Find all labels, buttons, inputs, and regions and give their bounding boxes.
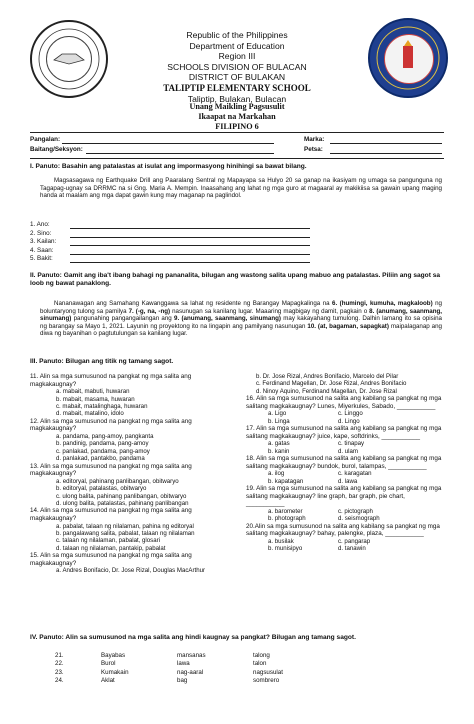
table-row xyxy=(52,652,326,660)
choice-10[interactable]: 10. (at, bagaman, sapagkat) xyxy=(307,322,389,330)
option[interactable]: d. lawa xyxy=(338,477,358,485)
option[interactable]: a. pandama, pang-amoy, pangkanta xyxy=(56,433,154,440)
option[interactable]: d. tanawin xyxy=(338,545,366,553)
item-5: 5. Bakit: xyxy=(30,255,444,264)
word-group-table xyxy=(52,652,326,686)
option-grid xyxy=(246,538,444,553)
option[interactable]: b. munisipyo xyxy=(268,545,303,553)
word-option[interactable]: Kumakain xyxy=(101,668,129,676)
option[interactable]: c. Linggo xyxy=(338,410,363,418)
choice-9[interactable]: 9. (anumang, saanmang, sinumang) xyxy=(174,315,281,323)
choice-6[interactable]: 6. (humingi, kumuha, magkaloob) xyxy=(332,300,433,307)
choice-8[interactable]: 8. (anumang, saanmang, sinumang) xyxy=(40,307,442,323)
option[interactable]: a. gatas xyxy=(268,440,290,448)
option[interactable]: a. busilak xyxy=(268,538,294,545)
option[interactable]: c. Ferdinand Magellan, Dr. Jose Rizal, Andres Bonifacio xyxy=(256,380,407,388)
word-option[interactable]: sombrero xyxy=(253,677,280,685)
option[interactable]: a. barometer xyxy=(268,508,303,515)
option[interactable]: c. talaan ng nilalaman, pabalat, glosari xyxy=(56,537,160,545)
date-field[interactable] xyxy=(330,153,442,154)
question-17: 17. Alin sa mga sumusunod na salita ang kabilang sa pangkat ng mga salitang magkakaugnay? juice, kape, softdrinks, ___________ xyxy=(246,425,442,440)
section2-paragraph: Nananawagan ang Samahang Kawanggawa sa lahat ng residente ng Barangay Mapagkalinga na 6. (humingi, kumuha, magkaloob) ng boluntaryong tulong sa pamilya 7. (-g, na, -ng) nasunugan sa kanilang lugar. Maaaring magbigay ng damit, pagkain o 8. (anumang, saanmang, sinumang) pangunahing pangangailangan ang 9. (anumang, saanmang, sinumang) may kakayahang tumulong. Dalhin lamang ito sa opisina ng barangay sa Mayo 1, 2021. Layunin ng proyektong ito na lingapin ang pamilyang nasunugan 10. (at, bagaman, sapagkat) maipalaganap ang diwa ng bayanihan o pagtutulungan sa kanilang lugar. xyxy=(40,300,442,338)
name-label: Pangalan: xyxy=(30,136,61,143)
option[interactable]: d. ulong balita, patalastas, pahinang panlibangan xyxy=(56,500,189,508)
option[interactable]: b. mabait, masama, huwaran xyxy=(56,395,135,403)
option[interactable]: b. kanin xyxy=(268,447,290,455)
school-seal-logo xyxy=(30,20,108,98)
option[interactable]: d. mabait, matalino, idolo xyxy=(56,410,124,418)
seal-torch-icon xyxy=(370,20,446,96)
quiz-title-line2: Ikaapat na Markahan xyxy=(198,112,276,122)
option[interactable]: c. pangarap xyxy=(338,538,371,545)
option[interactable]: a. pabalat, talaan ng nilalaman, pahina ng editoryal xyxy=(56,522,194,530)
divider xyxy=(30,132,444,133)
quiz-title-line1: Unang Maikling Pagsusulit xyxy=(189,102,285,111)
option[interactable]: b. editoryal, patalastas, obitwaryo xyxy=(56,485,147,493)
question-11: 11. Alin sa mga sumusunod na pangkat ng mga salita ang magkakaugnay? xyxy=(30,373,192,388)
word-option[interactable]: Aklat xyxy=(101,677,115,685)
option[interactable]: d. talaan ng nilalaman, pantakip, pabalat xyxy=(56,544,166,552)
option-grid xyxy=(246,508,444,523)
school-address: Taliptip, Bulakan, Bulacan xyxy=(187,93,287,104)
option[interactable]: d. seismograph xyxy=(338,515,380,523)
option-grid xyxy=(246,410,444,425)
word-option[interactable]: Bayabas xyxy=(101,652,126,659)
option[interactable]: b. pangalawang salita, pabalat, talaan ng nilalaman xyxy=(56,530,195,538)
item-number: 21. xyxy=(55,652,64,659)
option[interactable]: c. karagatan xyxy=(338,470,372,478)
word-option[interactable]: mansanas xyxy=(177,652,206,659)
district-line: DISTRICT OF BULAKAN xyxy=(188,72,286,83)
table-row xyxy=(52,660,326,668)
country-line: Republic of the Philippines xyxy=(186,30,288,40)
option[interactable]: c. ulong balita, pahinang panlibangan, obitwaryo xyxy=(56,492,187,500)
choice-7[interactable]: 7. (-g, na, -ng) xyxy=(128,307,171,315)
letterhead xyxy=(130,30,344,104)
word-option[interactable]: bag xyxy=(177,677,188,685)
section3-heading: III. Panuto: Bilugan ang titik ng tamang sagot. xyxy=(30,358,174,365)
question-19: 19. Alin sa mga sumusunod na salita ang kabilang sa pangkat ng mga salitang magkakaugnay? line graph, bar graph, pie chart, ___________ xyxy=(246,485,442,508)
word-option[interactable]: talong xyxy=(253,652,270,659)
region-line: Region III xyxy=(218,51,256,62)
word-option[interactable]: talon xyxy=(253,660,267,668)
question-15: 15. Alin sa mga sumusunod na pangkat ng mga salita ang magkakaugnay? xyxy=(30,552,192,567)
option-grid xyxy=(246,440,444,455)
option[interactable]: b. kapatagan xyxy=(268,477,304,485)
option[interactable]: b. Linga xyxy=(268,417,290,425)
question-18: 18. Alin sa mga sumusunod na salita ang kabilang sa pangkat ng mga salitang magkakaugnay? bundok, burol, talampas, ___________ xyxy=(246,455,442,470)
option[interactable]: a. editoryal, pahinang panlibangan, obitwaryo xyxy=(56,477,179,485)
option[interactable]: b. Dr. Jose Rizal, Andres Bonifacio, Marcelo del Pilar xyxy=(256,373,399,380)
word-option[interactable]: nagsusulat xyxy=(253,668,283,676)
section1-paragraph: Magsasagawa ng Earthquake Drill ang Paaralang Sentral ng Mapayapa sa Hulyo 20 sa ganap na ikasiyam ng umaga sa pangunguna ng Tagapag-ugnay sa DRRMC na si Gng. Maria A. Mempin. Inaasahang ang lahat ng mga guro at magaaral ay makikiisa sa gawain upang maging handa at maalam ang mga dapat gawin kung may maganap na paglindol. xyxy=(40,177,442,200)
item-1: 1. Ano: xyxy=(30,221,444,230)
item-4: 4. Saan: xyxy=(30,247,444,256)
school-name: TALIPTIP ELEMENTARY SCHOOL xyxy=(163,82,311,93)
option[interactable]: a. mabait, mabuti, huwaran xyxy=(56,388,130,396)
option[interactable]: b. photograph xyxy=(268,515,306,523)
option[interactable]: a. ilog xyxy=(268,470,285,478)
grade-label: Baitang/Seksyon: xyxy=(30,146,83,153)
quiz-title-line3: FILIPINO 6 xyxy=(215,122,259,132)
option[interactable]: a. Ligo xyxy=(268,410,287,418)
department-line: Department of Education xyxy=(189,40,285,51)
section4-heading: IV. Panuto: Alin sa sumusunod na mga salita ang hindi kaugnay sa pangkat? Bilugan ang tamang sagot. xyxy=(30,634,356,641)
question-20: 20.Alin sa mga sumusunod na salita ang kabilang sa pangkat ng mga salitang magkakaugnay? bahay, palengke, plaza, ___________ xyxy=(246,522,440,538)
name-field[interactable] xyxy=(62,143,274,144)
option[interactable]: b. pandinig, pandama, pang-amoy xyxy=(56,440,149,448)
option[interactable]: c. tinapay xyxy=(338,440,365,448)
deped-seal-logo xyxy=(368,18,448,98)
section3-left-column xyxy=(30,373,235,575)
item-3: 3. Kailan: xyxy=(30,238,444,247)
answer-line-5[interactable] xyxy=(70,262,310,263)
section1-heading: I. Panuto: Basahin ang patalastas at isulat ang impormasyong hinihingi sa bawat bilang. xyxy=(30,163,307,170)
table-row xyxy=(52,677,326,685)
question-14: 14. Alin sa mga sumusunod na pangkat ng mga salita ang magkakaugnay? xyxy=(30,507,192,523)
division-line: SCHOOLS DIVISION OF BULACAN xyxy=(167,61,307,72)
date-label: Petsa: xyxy=(304,146,323,153)
word-option[interactable]: Burol xyxy=(101,660,116,668)
seal-ring-icon xyxy=(32,22,106,96)
grade-field[interactable] xyxy=(86,153,274,154)
option[interactable]: c. pictograph xyxy=(338,508,373,515)
question-16: 16. Alin sa mga sumusunod na salita ang kabilang sa pangkat ng mga salitang magkakaugnay? Lunes, Miyerkules, Sabado, ___________ xyxy=(246,395,442,410)
word-option[interactable]: lawa xyxy=(177,660,190,668)
word-option[interactable]: nag-aaral xyxy=(177,668,204,676)
item-number: 24. xyxy=(55,677,64,685)
section3-right-column xyxy=(246,373,444,553)
question-13: 13. Alin sa mga sumusunod na pangkat ng mga salita ang magkakaugnay? xyxy=(30,462,192,478)
divider xyxy=(30,158,444,159)
score-label: Marka: xyxy=(304,136,325,143)
option[interactable]: d. Ninoy Aquino, Ferdinand Magellan, Dr. Jose Rizal xyxy=(256,387,397,395)
item-number: 22. xyxy=(55,660,64,668)
option[interactable]: c. panlakad, pandama, pang-amoy xyxy=(56,447,150,455)
option[interactable]: d. panlakad, pantakbo, pandama xyxy=(56,455,145,463)
score-field[interactable] xyxy=(330,143,442,144)
option[interactable]: c. mabait, matalinghaga, huwaran xyxy=(56,403,148,410)
table-row xyxy=(52,669,326,677)
option-grid xyxy=(246,470,444,485)
item-number: 23. xyxy=(55,668,64,676)
section2-heading: II. Panuto: Gamit ang iba't ibang bahagi ng pananalita, bilugan ang wastong salita upang mabuo ang patalastas. Piliin ang sagot sa loob ng bawat panaklong. xyxy=(30,272,441,287)
option[interactable]: a. Andres Bonifacio, Dr. Jose Rizal, Douglas MacArthur xyxy=(56,567,206,575)
section1-items xyxy=(30,221,444,264)
item-2: 2. Sino: xyxy=(30,230,444,239)
option[interactable]: d. ulam xyxy=(338,447,358,455)
option[interactable]: d. Lingo xyxy=(338,417,360,425)
quiz-title xyxy=(100,102,374,133)
question-12: 12. Alin sa mga sumusunod na pangkat ng mga salita ang magkakaugnay? xyxy=(30,417,192,433)
